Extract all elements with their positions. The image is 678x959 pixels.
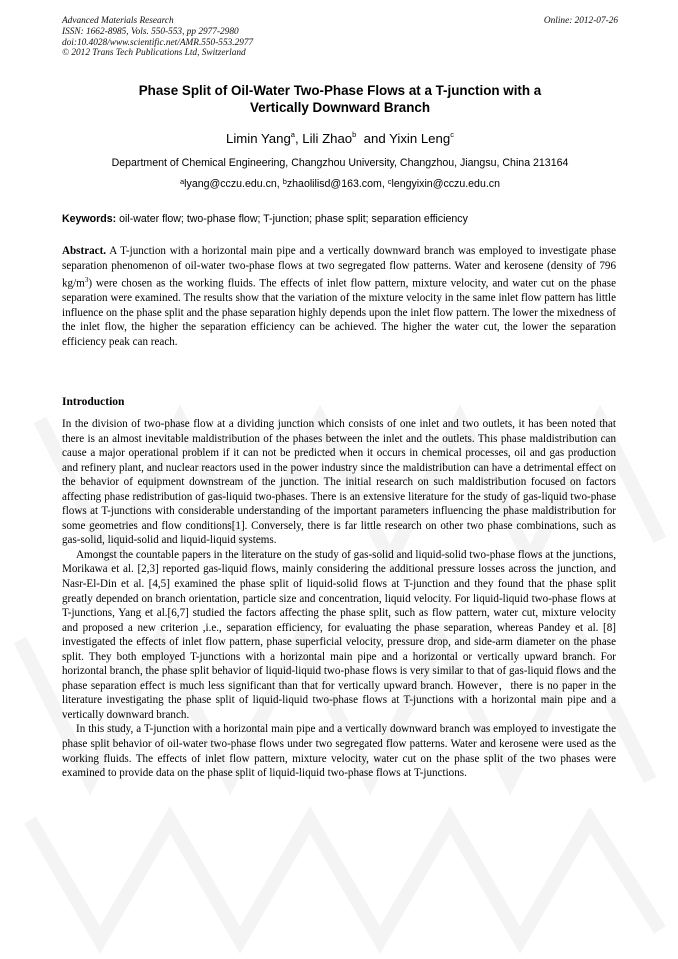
title-line-1: Phase Split of Oil-Water Two-Phase Flows at a T-junction with a (138, 83, 542, 98)
journal-copyright: © 2012 Trans Tech Publications Ltd, Switzerland (62, 48, 246, 59)
journal-name: Advanced Materials Research (62, 16, 174, 26)
author-name: Yixin Leng (389, 131, 451, 146)
journal-doi: doi:10.4028/www.scientific.net/AMR.550-553.2977 (62, 37, 254, 48)
email-list: $^a$lyang@cczu.edu.cn, $^b$zhaolilisd@163.com, $^c$lengyixin@cczu.edu.cn (180, 177, 500, 190)
author-separator: , (294, 131, 303, 146)
paragraph: In this study, a T-junction with a horizontal main pipe and a vertically downward branch was employed to investigate the phase split behavior of oil-water two-phase flows under two segregated flow patterns. Water and kerosene were used as the working fluids. The effects of inlet flow pattern, mixture velocity, water cut on the phase split of the two phases were examined to provide data on the phase split of liquid-liquid two-phase flows at T-junctions. (62, 723, 616, 780)
author-name: Lili Zhao (302, 131, 353, 146)
journal-issn: ISSN: 1662-8985, Vols. 550-553, pp 2977-2980 (62, 26, 239, 37)
email-sup: c (387, 177, 392, 186)
online-date: Online: 2012-07-26 (543, 16, 618, 26)
email-link[interactable]: lyang@cczu.edu.cn (184, 178, 277, 190)
author-separator: and (356, 131, 390, 146)
title-line-2: Vertically Downward Branch (249, 100, 431, 115)
email-sup: a (180, 177, 185, 186)
abstract-superscript: 3 (84, 276, 89, 285)
keywords (62, 213, 618, 225)
paper-title (62, 82, 618, 116)
email-link[interactable]: zhaolilisd@163.com (286, 178, 382, 190)
author-list (62, 131, 618, 146)
introduction-body (62, 417, 616, 781)
affiliation: Department of Chemical Engineering, Changzhou University, Changzhou, Jiangsu, China 213164 (111, 157, 569, 169)
author-sup: c (450, 130, 454, 139)
paragraph: In the division of two-phase flow at a dividing junction which consists of one inlet and two outlets, it has been noted that there is an almost inevitable maldistribution of the phases between the inlet and the outlets. This phase maldistribution can cause a major operational problem if it can not be predicted when it occurs in chemical processes, oil and gas production and refinery plant, and nuclear reactors used in the power industry since the maldistribution can have a detrimental effect on the behavior of equipment downstream of the junction. The initial research on such maldistribution focused on factors affecting phase redistribution of gas-liquid two-phases. There is an extensive literature for the study of gas-liquid two-phase flows at T-junctions with considerable understanding of the important parameters influencing the phase maldistribution for some geometries and flow conditions[1]. Conversely, there is far little research on other two phase combinations, such as gas-solid, liquid-solid and liquid-liquid systems. (62, 418, 616, 547)
email-sup: b (282, 177, 287, 186)
abstract-text: ) were chosen as the working fluids. The effects of inlet flow pattern, mixture velocity, and water cut on the phase separation were examined. The results show that the variation of the mixture velocity in the same inlet flow pattern has little influence on the phase split and the phase separation highly depends upon the inlet flow pattern. The lower the mixedness of the inlet flow, the higher the separation efficiency can be achieved. The higher the water cut, the lower the separation efficiency peak can reach. (62, 277, 616, 348)
email-link[interactable]: lengyixin@cczu.edu.cn (391, 178, 500, 190)
journal-header (62, 16, 618, 59)
keywords-text: oil-water flow; two-phase flow; T-junction; phase split; separation efficiency (116, 213, 468, 225)
author-name: Limin Yang (226, 131, 291, 146)
paragraph: Amongst the countable papers in the literature on the study of gas-solid and liquid-solid two-phase flows at the junctions, Morikawa et al. [2,3] reported gas-liquid flows, mainly considering the additional pressure losses across the junction, and Nasr-El-Din et al. [4,5] examined the phase split of liquid-solid flows at T-junction and they found that the phase split greatly depended on branch orientation, particle size and concentration, liquid velocity. For liquid-liquid two-phase flows at T-junctions, Yang et al.[6,7] studied the factors affecting the phase split, such as flow pattern, water cut, mixture velocity and proposed a new criterion ,i.e., separation efficiency, for evaluating the phase separation, whereas Pandey et al. [8] investigated the effects of inlet flow pattern, phase superficial velocity, pressure drop, and side-arm diameter on the phase split. They both employed T-junctions with a horizontal main pipe and a horizontal or vertically upward branch. For horizontal branch, the phase split behavior of liquid-liquid two-phase flows is very similar to that of gas-liquid flows and the phase separation effect is much less significant than that for vertically upward branch. However，there is no paper in the literature investigating the phase split of liquid-liquid two-phase flows at T-junctions with a horizontal main pipe and a vertically downward branch. (62, 548, 616, 721)
abstract-text: A T-junction with a horizontal main pipe and a vertically downward branch was employed to investigate phase separation phenomenon of oil-water two-phase flows at two segregated flow patterns. Water and kerosene (density of 796 kg/m (62, 245, 616, 290)
abstract-label: Abstract. (62, 245, 107, 257)
author-sup: a (290, 130, 295, 139)
author-sup: b (352, 130, 357, 139)
abstract (62, 244, 616, 350)
keywords-label: Keywords: (62, 213, 117, 225)
section-heading-introduction: Introduction (62, 396, 125, 408)
